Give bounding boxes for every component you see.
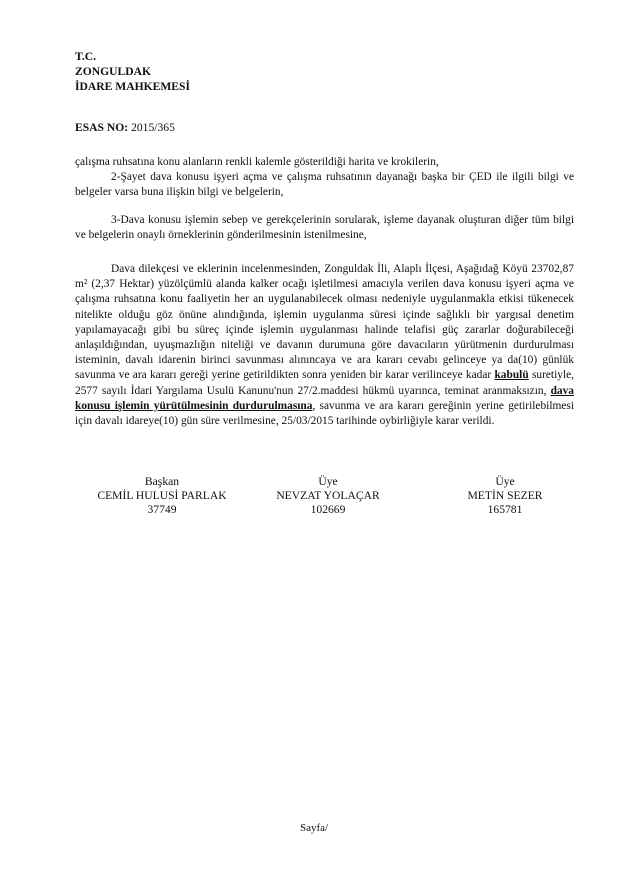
decision-acceptance: kabulü xyxy=(494,369,529,382)
paragraph-maps: çalışma ruhsatına konu alanların renkli kalemle gösterildiği harita ve krokilerin, xyxy=(75,156,439,168)
signature-name: NEVZAT YOLAÇAR xyxy=(276,489,380,502)
header-city: ZONGULDAK xyxy=(75,65,152,78)
decision-stay-of-execution: dava konusu işlemin yürütülmesinin durdurulmasına xyxy=(75,384,574,412)
court-header xyxy=(75,49,190,94)
paragraph-item-2: 2-Şayet dava konusu işyeri açma ve çalışma ruhsatının dayanağı başka bir ÇED ile ilgili bilgi ve belgeler varsa buna ilişkin bilgi ve belgelerin, xyxy=(75,171,574,199)
signature-president xyxy=(72,475,252,517)
signature-role: Başkan xyxy=(144,475,180,488)
case-number xyxy=(75,121,175,134)
page-footer: Sayfa/ xyxy=(300,822,329,834)
signature-member-2 xyxy=(415,475,595,517)
case-number-value: 2015/365 xyxy=(131,121,175,134)
signature-name: CEMİL HULUSİ PARLAK xyxy=(97,489,227,502)
signature-role: Üye xyxy=(495,475,515,488)
header-tc: T.C. xyxy=(75,50,97,63)
paragraph-decision xyxy=(75,262,574,429)
case-number-label: ESAS NO: xyxy=(75,121,129,134)
signature-number: 165781 xyxy=(487,503,523,516)
signature-number: 37749 xyxy=(147,503,177,516)
decision-text-e: , savunma ve ara kararı gereğinin yerine getirilebilmesi için davalı idareye(10) gün süre verilmesine, 25/03/2015 tarihinde oybirliğiyle karar verildi. xyxy=(75,399,574,428)
signature-name: METİN SEZER xyxy=(467,489,543,502)
header-court: İDARE MAHKEMESİ xyxy=(75,80,190,93)
decision-text-a: Dava dilekçesi ve eklerinin incelenmesinden, Zonguldak İli, Alaplı İlçesi, Aşağıdağ Köyü 23702,87 m² (2,37 Hektar) yüzölçümlü alanda kalker ocağı işletilmesi amacıyla verilen dava konusu işyeri açma ve çalışma ruhsatına konu faaliyetin her an uygulanabilecek olması nedeniyle uygulanmakla etkisi tükenecek nitelikte olduğu göz önüne alındığında, işlemin uygulanma süresi içinde sağlıklı bir yargısal denetim yapılamayacağı gibi bu süreç içinde işlemin uygulanması halinde telafisi güç zararlar doğurabileceği anlaşıldığından, uyuşmazlığın niteliği ve davanın durumuna göre davacıların yürütmenin durdurulması isteminin, davalı idarenin birinci savunması alınıncaya ve ara kararı cevabı gelinceye ya da(10) günlük savunma ve ara kararı gereği yerine getirildikten sonra yeniden bir karar verilinceye kadar xyxy=(75,263,574,382)
paragraph-item-3: 3-Dava konusu işlemin sebep ve gerekçelerinin sorularak, işleme dayanak oluşturan diğer tüm bilgi ve belgelerin onaylı örneklerinin gönderilmesinin istenilmesine, xyxy=(75,214,574,242)
signature-member-1 xyxy=(238,475,418,517)
signature-role: Üye xyxy=(318,475,338,488)
signature-number: 102669 xyxy=(310,503,346,516)
decision-text-c: suretiyle, 2577 sayılı İdari Yargılama Usulü Kanunu'nun 27/2.maddesi hükmü uyarınca, teminat aranmaksızın, xyxy=(75,369,575,397)
